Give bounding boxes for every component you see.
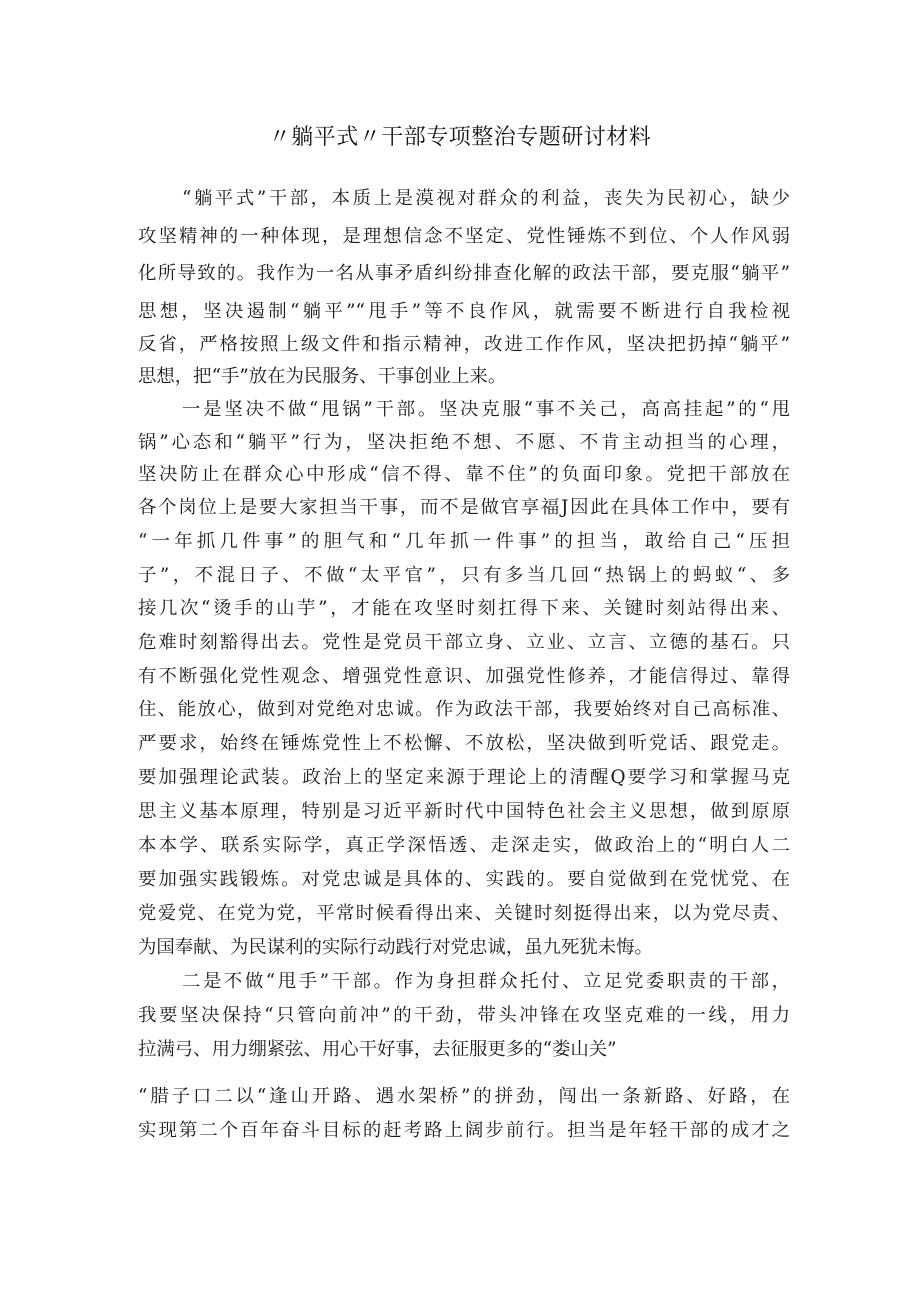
text-line: 思主义基本原理，特别是习近平新时代中国特色社会主义思想，做到原原 (138, 801, 790, 822)
document-title: 〃躺平式〃干部专项整治专题研讨材料 (268, 125, 652, 150)
text-line: 子”，不混日子、不做“太平官”，只有多当几回“热锅上的蚂蚁“、多 (138, 565, 790, 586)
text-line: 党爱党、在党为党，平常时候看得出来、关键时刻挺得出来，以为党尽责、 (138, 903, 790, 924)
text-line: 反省，严格按照上级文件和指示精神，改进工作作风，坚决把扔掉“躺平” (138, 334, 790, 355)
text-line: 锅”心态和“躺平”行为，坚决拒绝不想、不愿、不肯主动担当的心理， (138, 432, 790, 453)
text-line: 为国奉献、为民谋利的实际行动践行对党忠诚，虽九死犹未悔。 (138, 937, 653, 958)
text-line: “一年抓几件事”的胆气和“几年抓一件事”的担当，敢给自己“压担 (138, 531, 790, 552)
text-line: 一是坚决不做“甩锅”干部。坚决克服“事不关己，高高挂起”的“甩 (182, 399, 790, 420)
text-line: 接几次“烫手的山芋”，才能在攻坚时刻扛得下来、关键时刻站得出来、 (138, 598, 790, 619)
text-line: 思想，把“手”放在为民服务、干事创业上来。 (138, 366, 507, 387)
text-line: 各个岗位上是要大家担当干事，而不是做官享福J因此在具体工作中，要有 (138, 497, 790, 518)
text-line: 思想，坚决遏制“躺平”“甩手”等不良作风，就需要不断进行自我检视 (138, 301, 790, 322)
text-line: 化所导致的。我作为一名从事矛盾纠纷排查化解的政法干部，要克服“躺平” (138, 263, 790, 284)
text-line: 危难时刻豁得出去。党性是党员干部立身、立业、立言、立德的基石。只 (138, 632, 790, 653)
text-line: 拉满弓、用力绷紧弦、用心干好事，去征服更多的“娄山关” (138, 1039, 617, 1060)
text-line: 实现第二个百年奋斗目标的赶考路上阔步前行。担当是年轻干部的成才之 (138, 1120, 790, 1141)
text-line: 要加强实践锻炼。对党忠诚是具体的、实践的。要自觉做到在党忧党、在 (138, 869, 790, 890)
text-line: 二是不做“甩手”干部。作为身担群众托付、立足党委职责的干部， (182, 971, 790, 992)
text-line: 严要求，始终在锤炼党性上不松懈、不放松，坚决做到听党话、跟党走。 (138, 733, 790, 754)
text-line: 要加强理论武装。政治上的坚定来源于理论上的清醒Q要学习和掌握马克 (138, 767, 790, 788)
text-line: 攻坚精神的一种体现，是理想信念不坚定、党性锤炼不到位、个人作风弱 (138, 226, 790, 247)
text-line: 有不断强化党性观念、增强党性意识、加强党性修养，才能信得过、靠得 (138, 666, 790, 687)
text-line: “躺平式”干部，本质上是漠视对群众的利益，丧失为民初心，缺少 (182, 188, 790, 209)
text-line: “腊子口二以“逢山开路、遇水架桥”的拼劲，闯出一条新路、好路，在 (138, 1086, 790, 1107)
text-line: 住、能放心，做到对党绝对忠诚。作为政法干部，我要始终对自己高标准、 (138, 699, 790, 720)
text-line: 坚决防止在群众心中形成“信不得、靠不住”的负面印象。党把干部放在 (138, 464, 790, 485)
text-line: 本本学、联系实际学，真正学深悟透、走深走实，做政治上的“明白人二 (138, 835, 790, 856)
text-line: 我要坚决保持“只管向前冲”的干劲，带头冲锋在攻坚克难的一线，用力 (138, 1005, 790, 1026)
